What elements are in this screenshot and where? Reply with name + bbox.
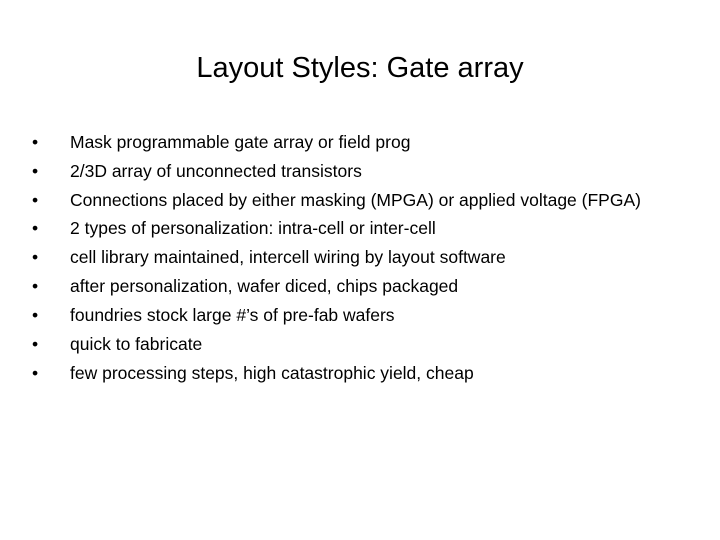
bullet-item [32, 186, 682, 214]
bullet-item [32, 214, 682, 243]
bullet-dot-icon: • [32, 190, 39, 210]
bullet-text: Connections placed by either masking (MPGA) or applied voltage (FPGA) [70, 190, 641, 210]
bullet-dot-icon: • [32, 218, 39, 238]
bullet-item [32, 330, 682, 359]
bullet-text: 2/3D array of unconnected transistors [70, 161, 362, 181]
bullet-item [32, 128, 682, 157]
bullet-dot-icon: • [32, 276, 39, 296]
bullet-dot-icon: • [32, 305, 39, 325]
slide-title: Layout Styles: Gate array [196, 52, 524, 84]
bullet-item [32, 359, 682, 388]
bullet-text: foundries stock large #’s of pre-fab wafers [70, 305, 395, 325]
bullet-text: quick to fabricate [70, 334, 203, 354]
bullet-dot-icon: • [32, 161, 39, 181]
bullet-text: 2 types of personalization: intra-cell or inter-cell [70, 218, 436, 238]
bullet-dot-icon: • [32, 132, 39, 152]
bullet-dot-icon: • [32, 363, 39, 383]
bullet-item [32, 157, 682, 186]
bullet-list [32, 128, 682, 388]
bullet-text: cell library maintained, intercell wiring by layout software [70, 247, 506, 267]
bullet-item [32, 243, 682, 272]
bullet-item [32, 272, 682, 301]
bullet-dot-icon: • [32, 334, 39, 354]
bullet-dot-icon: • [32, 247, 39, 267]
bullet-text: Mask programmable gate array or field prog [70, 132, 411, 152]
bullet-text: after personalization, wafer diced, chips packaged [70, 276, 459, 296]
bullet-item [32, 301, 682, 330]
bullet-text: few processing steps, high catastrophic yield, cheap [70, 363, 474, 383]
